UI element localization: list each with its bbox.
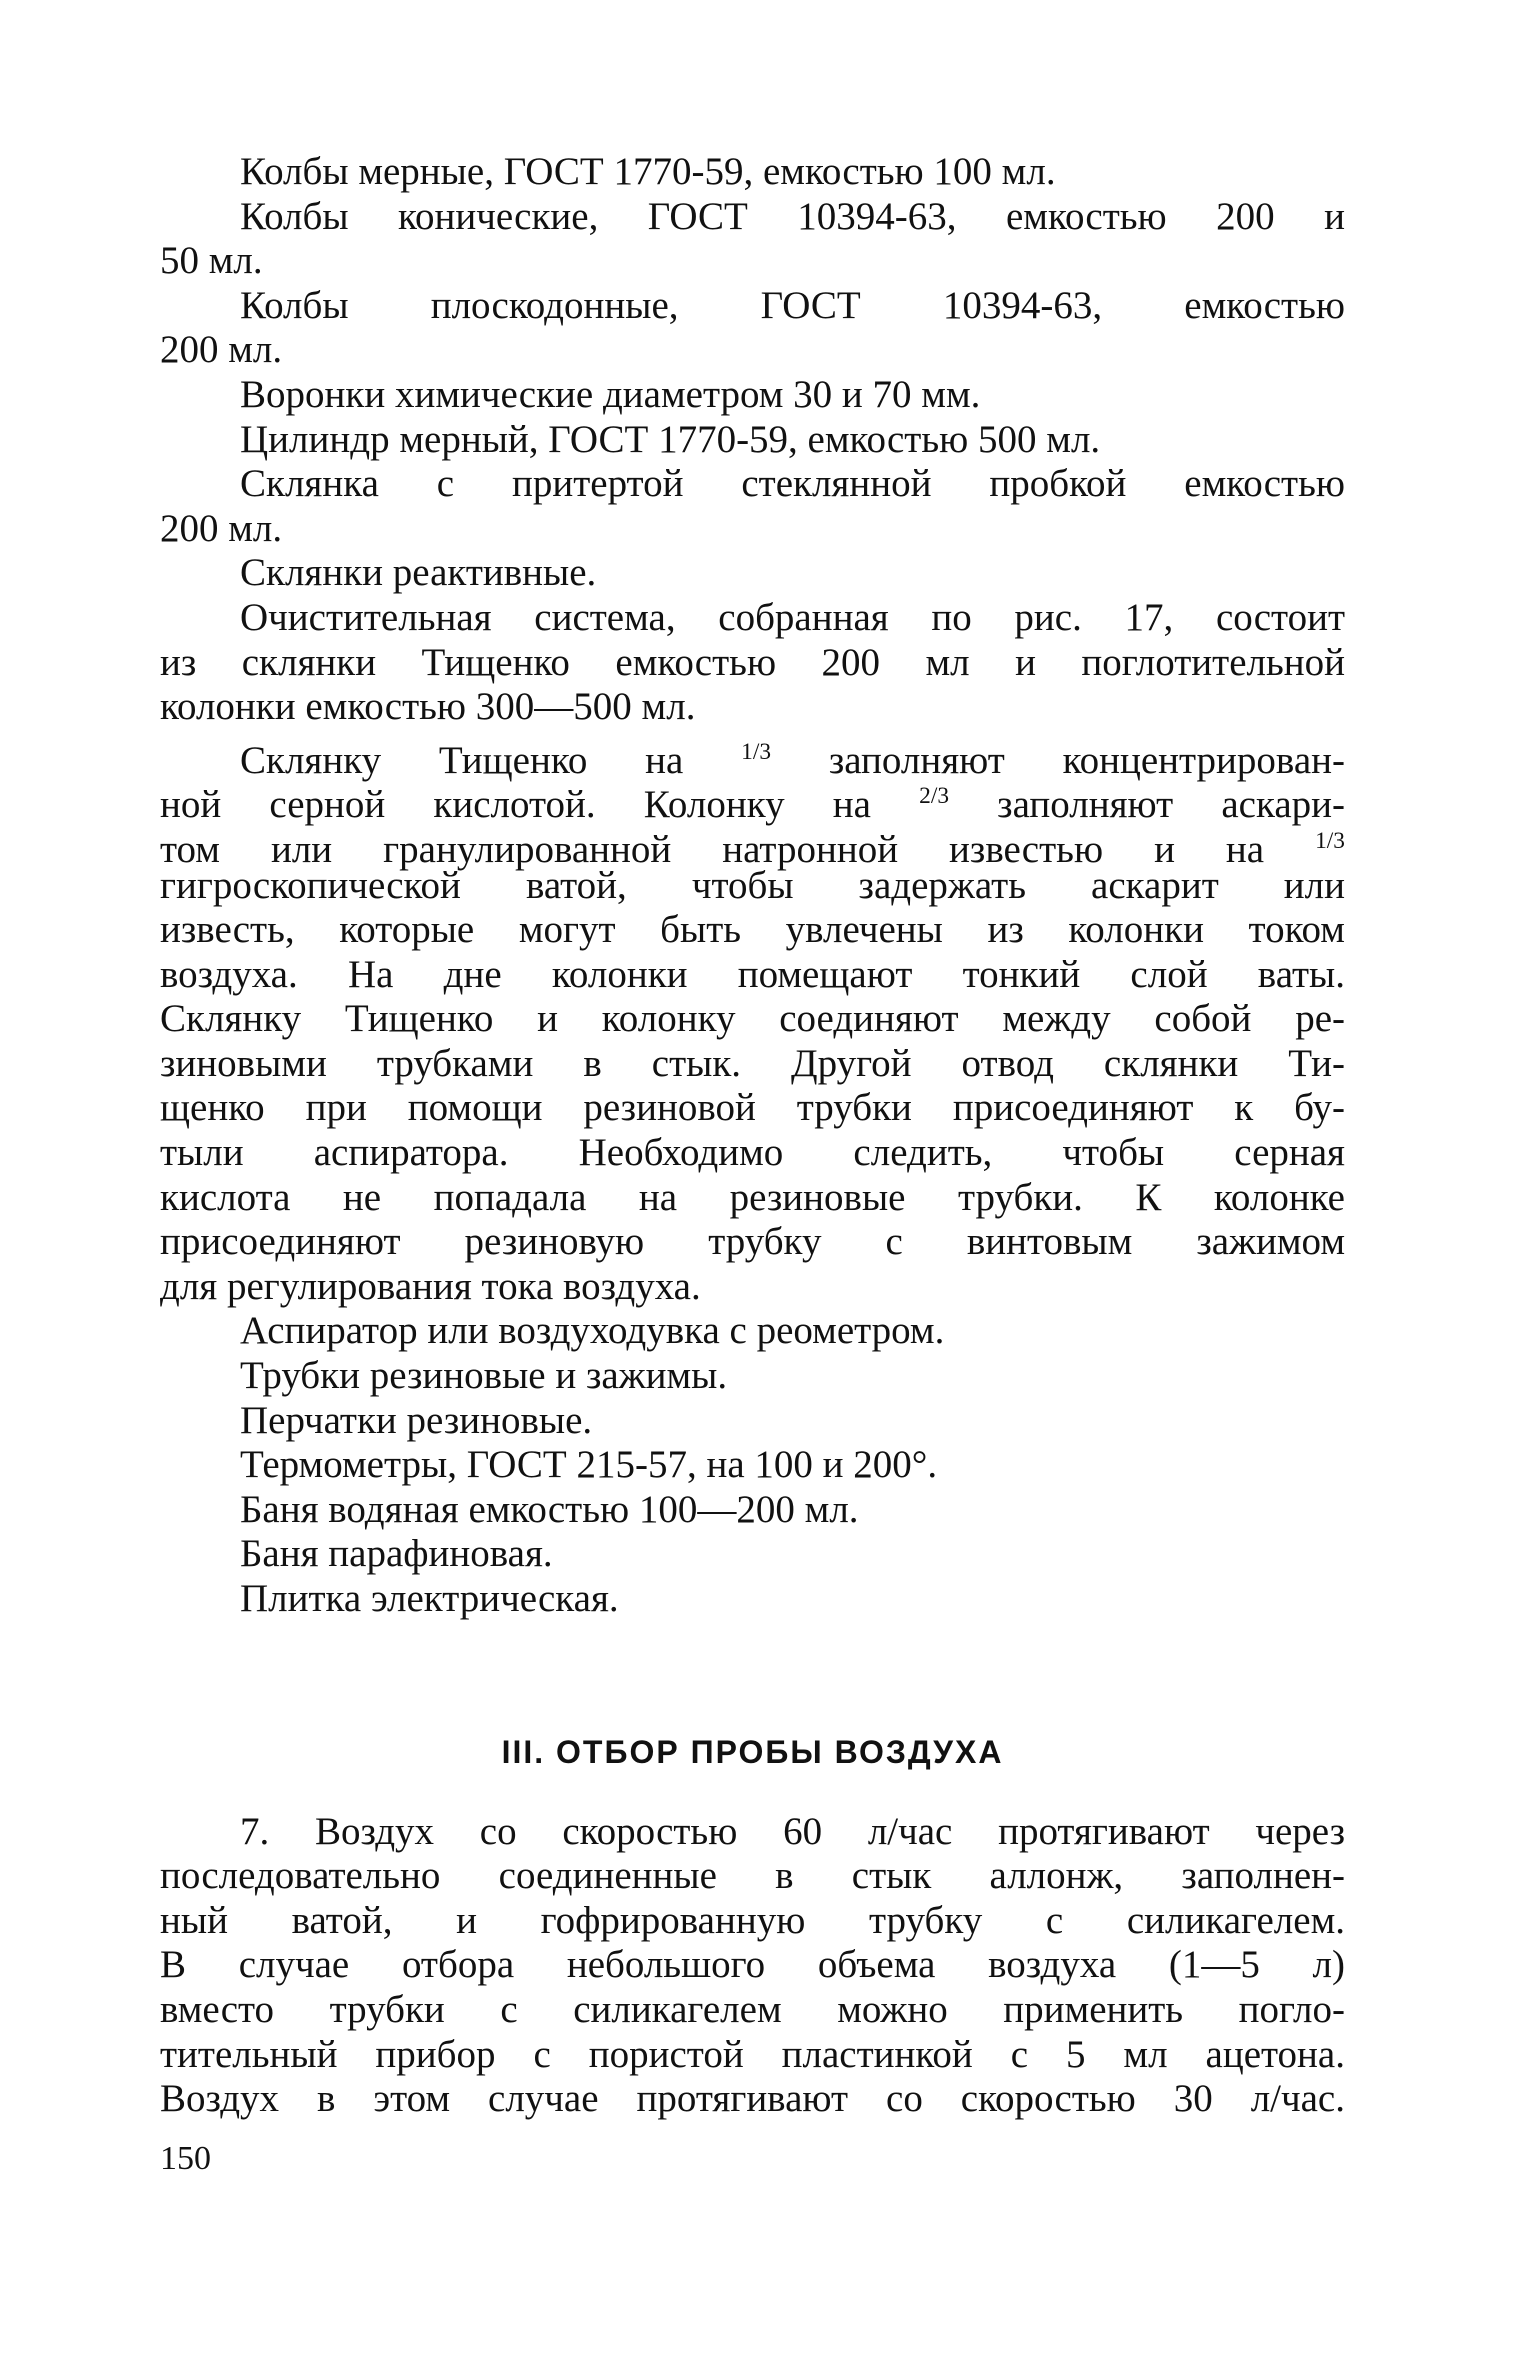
paragraph-line (160, 819, 1345, 871)
list-item: Колбы мерные, ГОСТ 1770-59, емкостью 100 мл. (240, 150, 1056, 193)
text-run: том или гранулированной натронной известью и на (160, 827, 1316, 871)
fraction: 2/3 (919, 783, 950, 810)
text-run: заполняют аскари- (949, 783, 1345, 827)
list-item: Колбы плоскодонные, ГОСТ 10394-63, емкостью (240, 283, 1345, 327)
paragraph-line: известь, которые могут быть увлечены из колонки током (160, 908, 1345, 952)
paragraph-line: тыли аспиратора. Необходимо следить, чтобы серная (160, 1131, 1345, 1175)
list-item: Баня водяная емкостью 100—200 мл. (240, 1487, 859, 1531)
page-number: 150 (160, 2140, 211, 2177)
list-item-continuation: 200 мл. (160, 328, 283, 372)
list-item: Склянки реактивные. (240, 551, 597, 595)
section-heading: III. ОТБОР ПРОБЫ ВОЗДУХА (501, 1733, 1004, 1770)
paragraph-line: кислота не попадала на резиновые трубки. К колонке (160, 1175, 1345, 1219)
paragraph-line: Воздух в этом случае протягивают со скоростью 30 л/час. (160, 2077, 1345, 2121)
paragraph-line: для регулирования тока воздуха. (160, 1264, 701, 1308)
paragraph-line (160, 774, 1345, 827)
text-run: заполняют концентрирован- (771, 738, 1345, 782)
paragraph-line: вместо трубки с силикагелем можно применить погло- (160, 1987, 1345, 2031)
list-item: Цилиндр мерный, ГОСТ 1770-59, емкостью 500 мл. (240, 417, 1101, 461)
paragraph-line: В случае отбора небольшого объема воздуха (1—5 л) (160, 1943, 1345, 1987)
paragraph-line: колонки емкостью 300—500 мл. (160, 685, 696, 729)
paragraph-line: Склянку Тищенко и колонку соединяют между собой ре- (160, 997, 1345, 1041)
paragraph-line (160, 730, 1345, 782)
list-item: Колбы конические, ГОСТ 10394-63, емкостью 200 и (240, 194, 1345, 238)
paragraph-line: последовательно соединенные в стык аллонж, заполнен- (160, 1854, 1345, 1898)
list-item: Трубки резиновые и зажимы. (240, 1354, 728, 1398)
list-item: Перчатки резиновые. (240, 1398, 593, 1442)
page-body (160, 150, 1345, 2122)
paragraph-line: щенко при помощи резиновой трубки присоединяют к бу- (160, 1086, 1345, 1130)
list-item: Склянка с притертой стеклянной пробкой емкостью (240, 462, 1345, 506)
paragraph-line: гигроскопической ватой, чтобы задержать аскарит или (160, 863, 1345, 907)
list-item: Термометры, ГОСТ 215-57, на 100 и 200°. (240, 1443, 938, 1487)
list-item: Воронки химические диаметром 30 и 70 мм. (240, 372, 981, 416)
paragraph-line: тительный прибор с пористой пластинкой с 5 мл ацетона. (160, 2032, 1345, 2076)
text-run: ной серной кислотой. Колонку на (160, 783, 920, 827)
paragraph-line: присоединяют резиновую трубку с винтовым зажимом (160, 1220, 1345, 1264)
list-item-continuation: 50 мл. (160, 239, 263, 283)
paragraph-line: воздуха. На дне колонки помещают тонкий слой ваты. (160, 952, 1345, 996)
paragraph-line: 7. Воздух со скоростью 60 л/час протягивают через (240, 1809, 1345, 1853)
text-run: Склянку Тищенко на (240, 738, 742, 782)
paragraph-line: из склянки Тищенко емкостью 200 мл и поглотительной (160, 640, 1345, 684)
list-item: Баня парафиновая. (240, 1532, 553, 1576)
fraction: 1/3 (1315, 827, 1345, 854)
fraction: 1/3 (741, 738, 772, 765)
paragraph-line: зиновыми трубками в стык. Другой отвод склянки Ти- (160, 1041, 1345, 1085)
list-item: Аспиратор или воздуходувка с реометром. (240, 1309, 945, 1353)
paragraph-line: Очистительная система, собранная по рис. 17, состоит (240, 595, 1345, 639)
list-item-continuation: 200 мл. (160, 506, 283, 550)
list-item: Плитка электрическая. (240, 1577, 619, 1620)
paragraph-line: ный ватой, и гофрированную трубку с силикагелем. (160, 1898, 1345, 1942)
